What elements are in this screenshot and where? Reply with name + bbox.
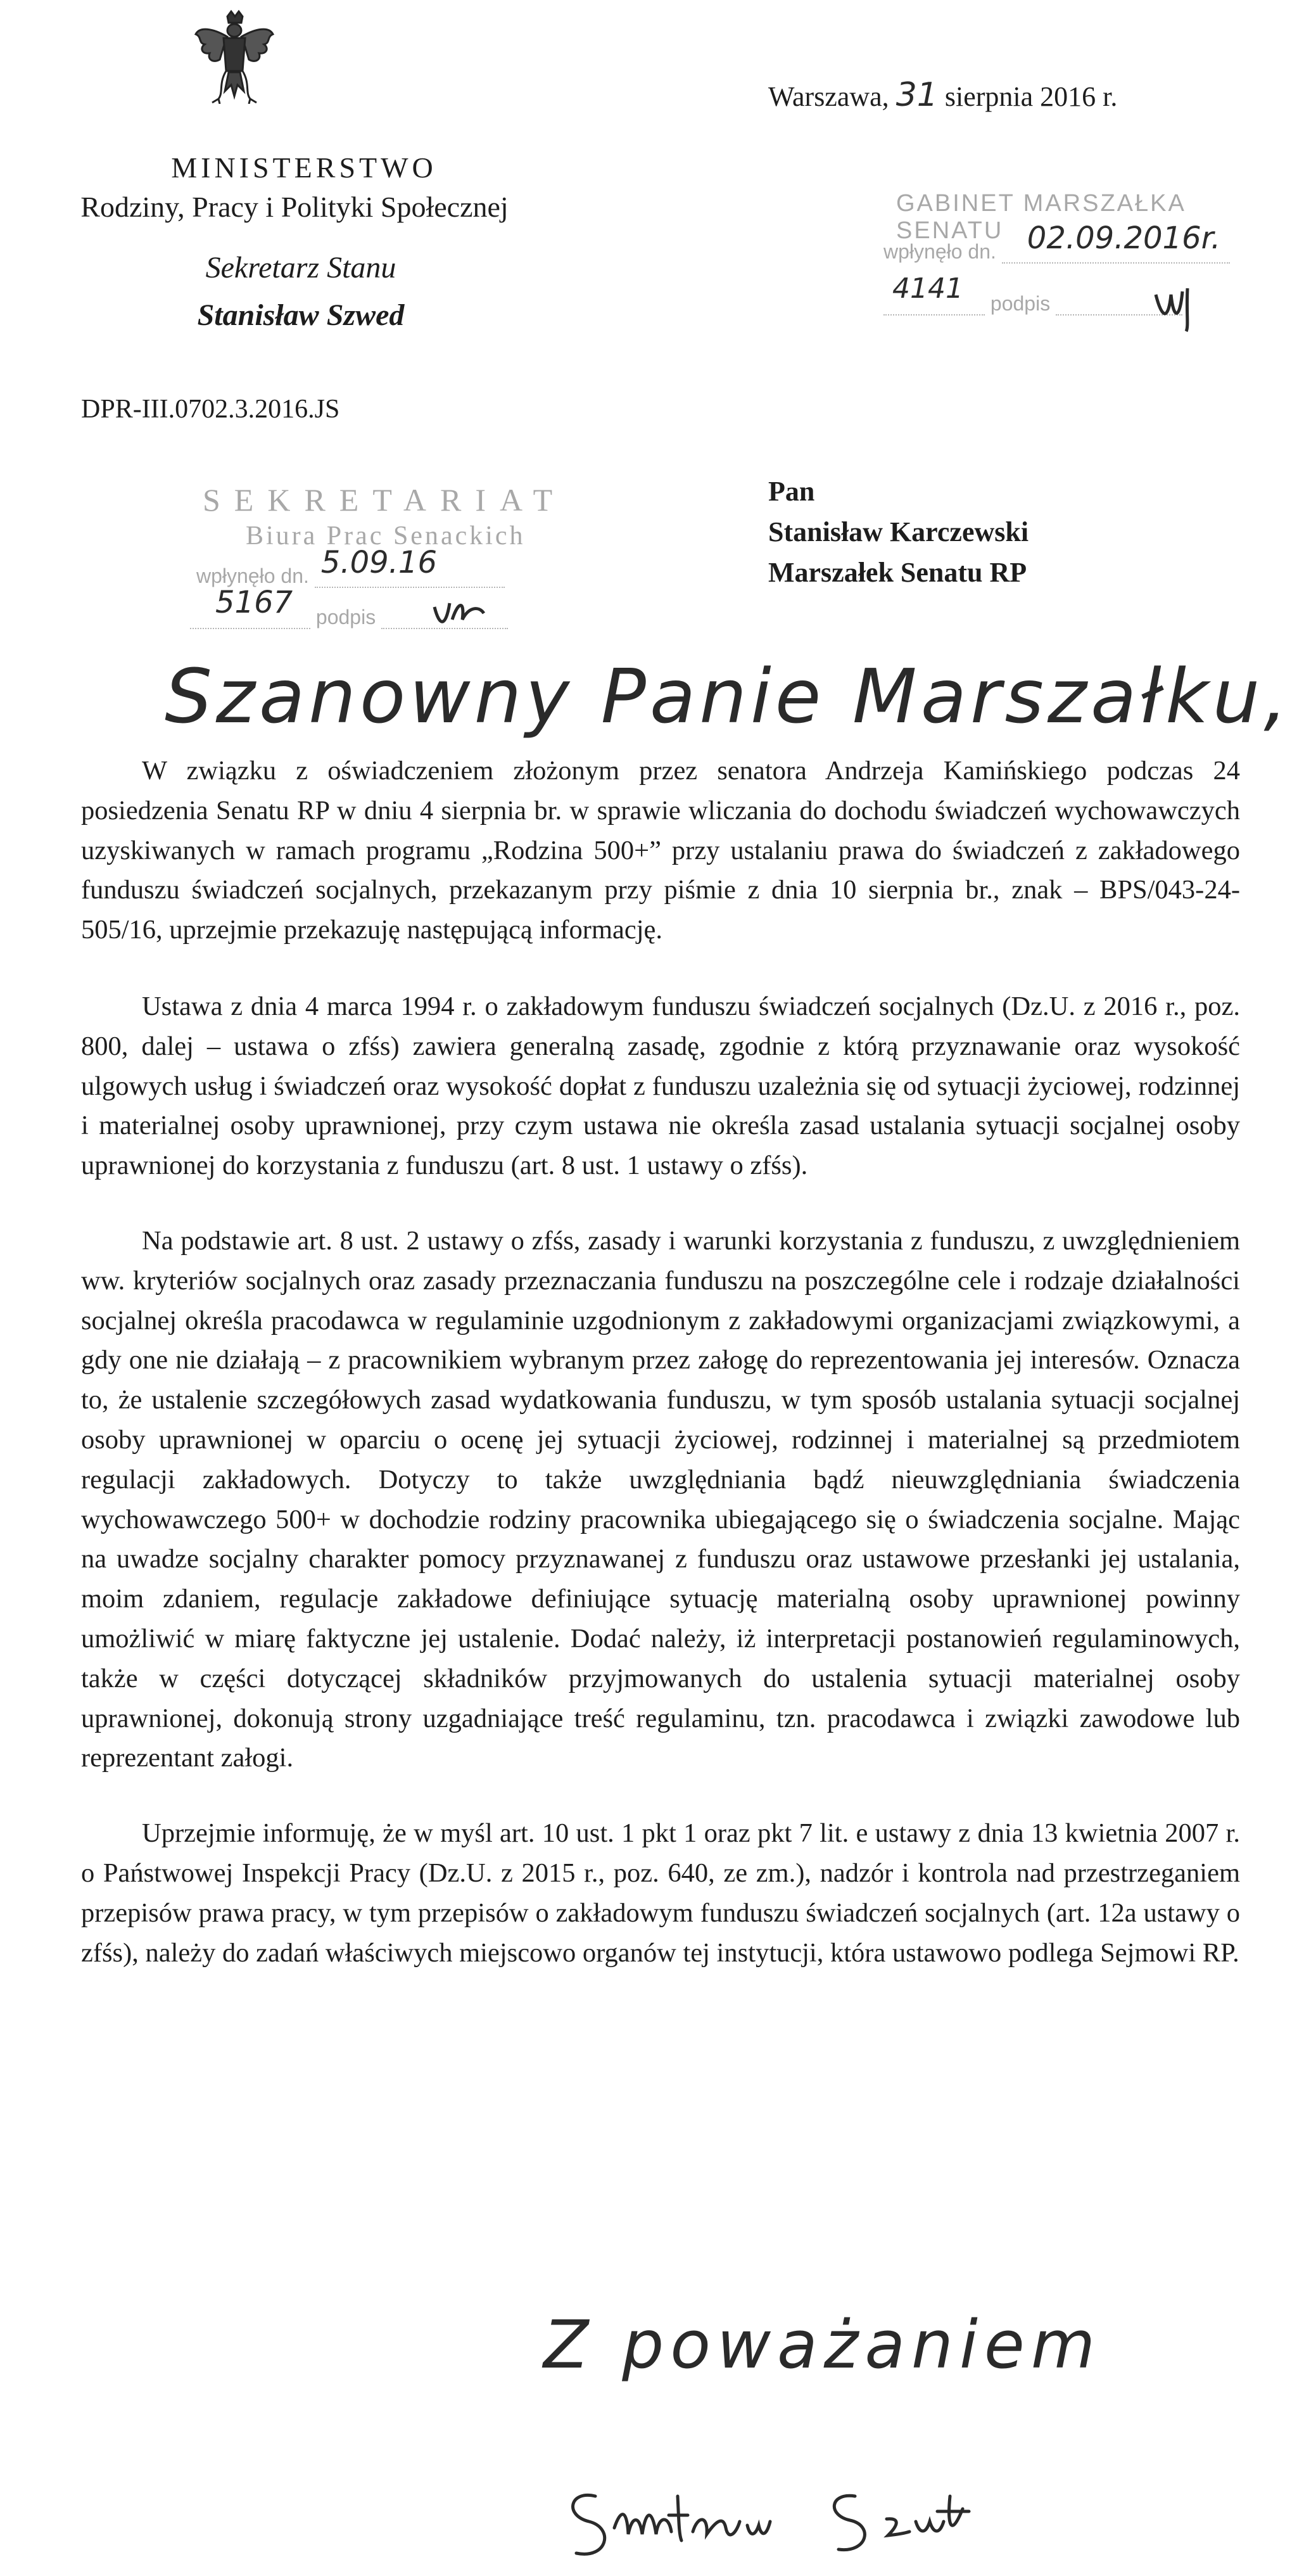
handwritten-day: 31: [896, 76, 938, 114]
addressee-line: Pan: [768, 476, 815, 507]
stamp-number: 5167: [215, 585, 293, 620]
polish-eagle-emblem-icon: [193, 9, 275, 104]
ministry-title: MINISTERSTWO: [171, 151, 437, 184]
letter-body: [81, 751, 1240, 2008]
addressee-block: [768, 471, 1029, 593]
body-paragraph: Ustawa z dnia 4 marca 1994 r. o zakładowym funduszu świadczeń socjalnych (Dz.U. z 2016 r., poz. 800, dalej – ustawa o zfśs) zawiera generalną zasadę, zgodnie z którą przyznawanie oraz wysokość ulgowych usług i świadczeń oraz wysokość dopłat z funduszu uzależnia się od sytuacji życiowej, rodzinnej i materialnej osoby uprawnionej, przy czym ustawa nie określa zasad ustalania sytuacji socjalnej osoby uprawnionej do korzystania z funduszu (art. 8 ust. 1 ustawy o zfśs).: [81, 991, 1240, 1181]
stamp-title: SEKRETARIAT: [203, 482, 567, 518]
stamp-subtitle: Biura Prac Senackich: [246, 521, 526, 551]
reference-number: DPR-III.0702.3.2016.JS: [81, 395, 340, 424]
stamp-signature-label: podpis: [990, 292, 1051, 315]
handwritten-closing: Z poważaniem: [543, 2306, 1102, 2383]
stamp-received-date: 5.09.16: [320, 545, 437, 580]
place-date: [768, 76, 1117, 114]
person-name: Stanisław Szwed: [197, 298, 405, 332]
stamp-initials-signature: [1149, 276, 1219, 333]
stamp-received-label: wpłynęło dn.: [883, 240, 996, 263]
handwritten-salutation: Szanowny Panie Marszałku,: [165, 653, 1291, 740]
body-paragraph: Na podstawie art. 8 ust. 2 ustawy o zfśs, zasady i warunki korzystania z funduszu, z uwzględnieniem ww. kryteriów socjalnych oraz zasady przeznaczania funduszu na poszczególne cele i rodzaje działalności socjalnej określa pracodawca w regulaminie uzgodnionym z zakładowymi organizacjami związkowymi, a gdy one nie działają – z pracownikiem wybranym przez załogę do reprezentowania jej interesów. Oznacza to, że ustalenie szczegółowych zasad wydatkowania funduszu, w tym sposób ustalania sytuacji socjalnej osoby uprawnionej w oparciu o ocenę jej sytuacji życiowej, rodzinnej i materialnej są przedmiotem regulacji zakładowych. Dotyczy to także uwzględniania bądź nieuwzględniania świadczenia wychowawczego 500+ w dochodzie rodziny pracownika ubiegającego się o świadczenia socjalne. Mając na uwadze socjalny charakter pomocy przyznawanej z funduszu oraz ustawowe przesłanki jej ustalania, moim zdaniem, regulacje zakładowe definiujące sytuację materialną osoby uprawnionej powinny umożliwić w miarę faktyczne jej ustalenie. Dodać należy, iż interpretacji postanowień regulaminowych, także w części dotyczącej składników przyjmowanych do ustalenia sytuacji materialnej osoby uprawnionej, dokonują strony uzgadniające treść regulaminu, tzn. pracodawca i związki zawodowe lub reprezentant załogi.: [81, 1225, 1240, 1773]
stamp-received-label: wpłynęło dn.: [196, 564, 309, 587]
stamp-number: 4141: [892, 272, 963, 305]
stamp-received-date: 02.09.2016r.: [1027, 220, 1221, 256]
place-label: Warszawa,: [768, 81, 889, 112]
ministry-name: Rodziny, Pracy i Polityki Społecznej: [80, 191, 509, 223]
date-rest: sierpnia 2016 r.: [944, 81, 1118, 112]
stamp-initials-signature: [431, 594, 500, 632]
receipt-stamp-marshal-office: [883, 190, 1295, 348]
receipt-stamp-secretariat: [190, 481, 621, 653]
stamp-title: GABINET MARSZAŁKA SENATU: [896, 190, 1185, 244]
body-paragraph: Uprzejmie informuję, że w myśl art. 10 ust. 1 pkt 1 oraz pkt 7 lit. e ustawy z dnia 13 kwietnia 2007 r. o Państwowej Inspekcji Pracy (Dz.U. z 2015 r., poz. 640, ze zm.), nadzór i kontrola nad przestrzeganiem przepisów prawa pracy, w tym przepisów o zakładowym funduszu świadczeń socjalnych (art. 12a ustawy o zfśs), należy do zadań właściwych miejscowo organów tej instytucji, która ustawowo podlega Sejmowi RP.: [81, 1818, 1240, 1968]
stamp-signature-label: podpis: [315, 606, 376, 628]
addressee-name: Stanisław Karczewski: [768, 516, 1029, 547]
addressee-title: Marszałek Senatu RP: [768, 557, 1027, 588]
handwritten-signature: [557, 2471, 1077, 2566]
position-title: Sekretarz Stanu: [205, 251, 396, 284]
body-paragraph: W związku z oświadczeniem złożonym przez senatora Andrzeja Kamińskiego podczas 24 posiedzenia Senatu RP w dniu 4 sierpnia br. w sprawie wliczania do dochodu świadczeń wychowawczych uzyskiwanych w ramach programu „Rodzina 500+” przy ustalaniu prawa do świadczeń z zakładowego funduszu świadczeń socjalnych, przekazanym przy piśmie z dnia 10 sierpnia br., znak – BPS/043-24-505/16, uprzejmie przekazuję następującą informację.: [81, 756, 1240, 945]
